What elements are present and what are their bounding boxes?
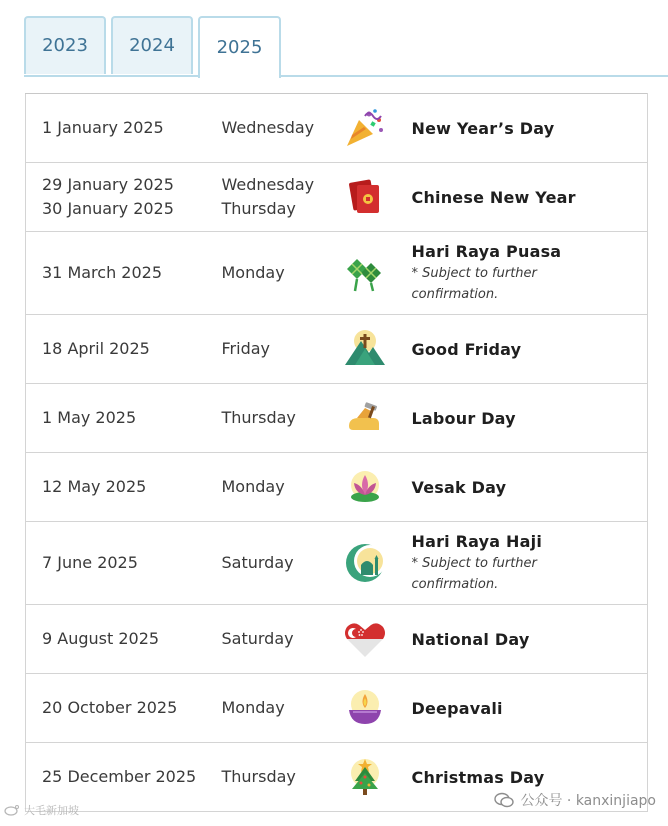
day-text: Friday [221, 339, 270, 358]
day-cell [206, 674, 334, 743]
day-text: Monday [221, 698, 285, 717]
date-cell [26, 522, 206, 605]
singapore-heart-icon [334, 605, 396, 674]
holiday-name: Hari Raya Haji [411, 531, 543, 551]
holiday-name-cell [396, 315, 648, 384]
table-row [26, 94, 648, 163]
date-text: 1 January 2025 [42, 118, 164, 137]
date-cell [26, 315, 206, 384]
weibo-icon [4, 804, 20, 816]
date-cell [26, 384, 206, 453]
watermark-right [494, 790, 656, 810]
date-cell [26, 232, 206, 315]
holiday-name-cell [396, 605, 648, 674]
tab-2025[interactable] [198, 16, 281, 78]
table-row [26, 163, 648, 232]
table-row [26, 674, 648, 743]
date-text: 31 March 2025 [42, 263, 163, 282]
date-text: 1 May 2025 [42, 408, 137, 427]
holiday-name: Hari Raya Puasa [411, 241, 562, 261]
day-cell [206, 94, 334, 163]
date-text: 29 January 2025 [42, 175, 174, 194]
day-cell [206, 315, 334, 384]
day-text: Thursday [221, 199, 296, 218]
tab-label: 2025 [216, 36, 263, 58]
wechat-icon [494, 792, 514, 808]
date-text: 25 December 2025 [42, 767, 197, 786]
christmas-tree-icon [334, 743, 396, 812]
date-cell [26, 453, 206, 522]
worker-hand-icon [334, 384, 396, 453]
watermark-right-text: 公众号 · kanxinjiapo [520, 793, 656, 809]
table-row [26, 453, 648, 522]
holiday-name-cell [396, 232, 648, 315]
date-cell [26, 163, 206, 232]
tab-2023[interactable] [24, 16, 106, 74]
day-text: Saturday [221, 629, 294, 648]
holiday-name-cell [396, 453, 648, 522]
tab-label: 2023 [42, 34, 88, 56]
party-popper-icon [334, 94, 396, 163]
table-row [26, 315, 648, 384]
holiday-name-cell [396, 163, 648, 232]
holiday-name: Labour Day [411, 408, 516, 428]
date-cell [26, 94, 206, 163]
holiday-name: Chinese New Year [411, 187, 576, 207]
holiday-name-cell [396, 522, 648, 605]
day-cell [206, 232, 334, 315]
day-cell [206, 522, 334, 605]
tab-label: 2024 [129, 34, 175, 56]
date-text: 30 January 2025 [42, 199, 174, 218]
holiday-name: New Year’s Day [411, 118, 555, 138]
crescent-mosque-icon [334, 522, 396, 605]
day-cell [206, 605, 334, 674]
day-text: Thursday [221, 408, 296, 427]
date-text: 18 April 2025 [42, 339, 150, 358]
day-text: Monday [221, 477, 285, 496]
date-text: 20 October 2025 [42, 698, 178, 717]
table-row [26, 605, 648, 674]
day-text: Wednesday [221, 175, 315, 194]
table-row [26, 384, 648, 453]
day-cell [206, 743, 334, 812]
diya-lamp-icon [334, 674, 396, 743]
holiday-name: Deepavali [411, 698, 503, 718]
day-cell [206, 384, 334, 453]
holiday-name-cell [396, 94, 648, 163]
holiday-name-cell [396, 384, 648, 453]
holiday-name-cell [396, 674, 648, 743]
holiday-name: Good Friday [411, 339, 522, 359]
tabs-underline [24, 75, 668, 77]
ketupat-icon [334, 232, 396, 315]
day-text: Saturday [221, 553, 294, 572]
lotus-icon [334, 453, 396, 522]
table-row [26, 522, 648, 605]
date-cell [26, 605, 206, 674]
date-text: 9 August 2025 [42, 629, 160, 648]
day-text: Monday [221, 263, 285, 282]
date-text: 12 May 2025 [42, 477, 147, 496]
holiday-name: National Day [411, 629, 530, 649]
watermark-left [4, 802, 79, 818]
red-packet-icon [334, 163, 396, 232]
year-tabs [0, 0, 668, 78]
date-cell [26, 674, 206, 743]
holiday-note: * Subject to further confirmation. [411, 265, 537, 302]
day-cell [206, 163, 334, 232]
date-text: 7 June 2025 [42, 553, 138, 572]
day-text: Wednesday [221, 118, 315, 137]
holiday-note: * Subject to further confirmation. [411, 555, 537, 592]
day-text: Thursday [221, 767, 296, 786]
holiday-name: Christmas Day [411, 767, 545, 787]
table-row [26, 232, 648, 315]
day-cell [206, 453, 334, 522]
holidays-table [25, 93, 648, 812]
tab-2024[interactable] [111, 16, 193, 74]
holiday-name: Vesak Day [411, 477, 507, 497]
cross-mountain-icon [334, 315, 396, 384]
watermark-left-text: 大毛新加坡 [24, 804, 79, 817]
